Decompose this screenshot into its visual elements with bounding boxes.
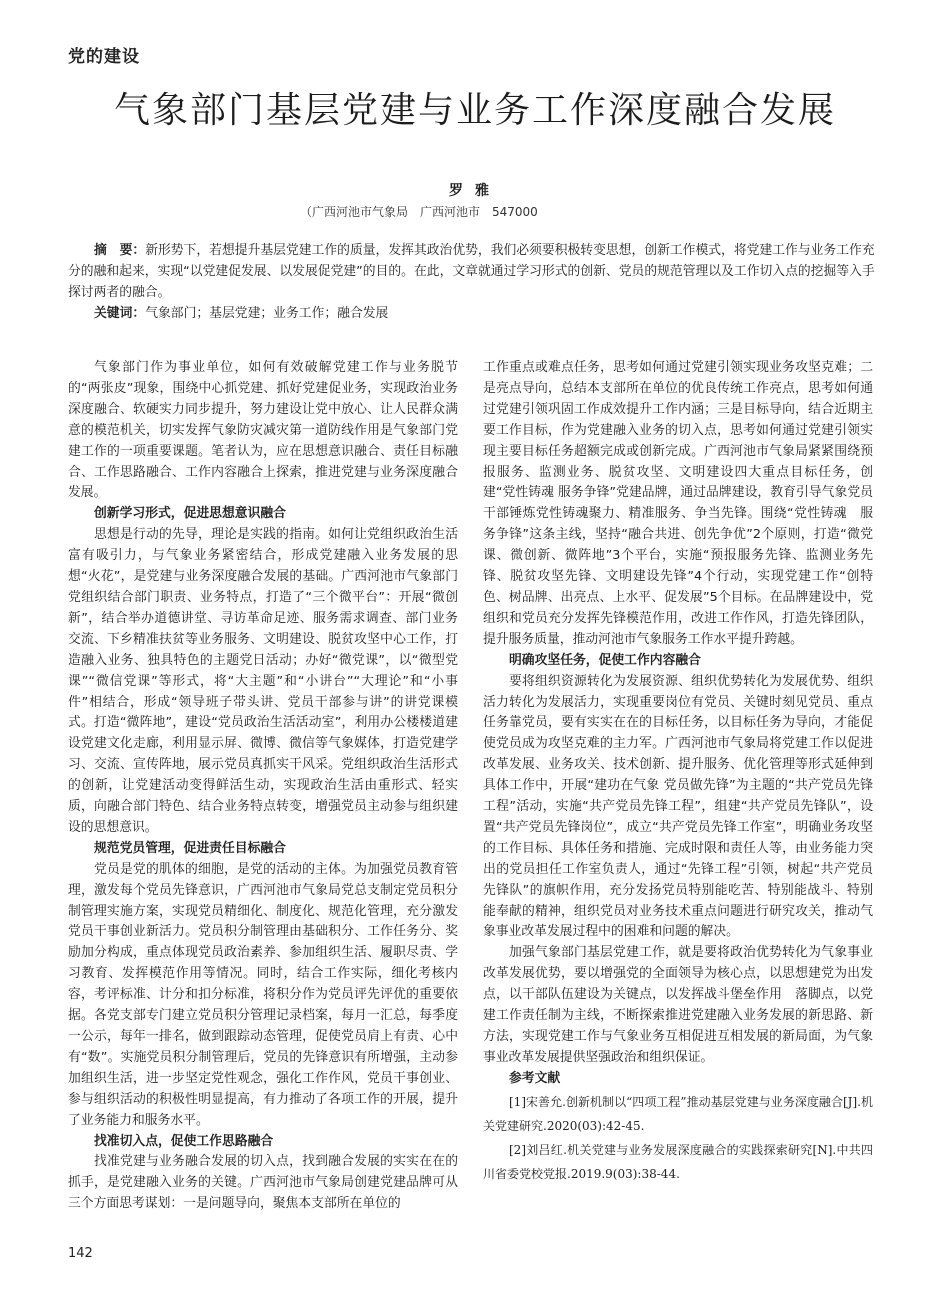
article-title: 气象部门基层党建与业务工作深度融合发展 xyxy=(113,90,836,131)
reference-item: [1]宋善允.创新机制以“四项工程”推动基层党建与业务深度融合[J].机关党建研究.2020(03):42-45. xyxy=(483,1094,873,1133)
section-heading: 创新学习形式，促进思想意识融合 xyxy=(94,506,286,522)
paragraph: 党员是党的肌体的细胞，是党的活动的主体。为加强党员教育管理，激发每个党员先锋意识，广西河池市气象局党总支制定党员积分制管理实施方案，实现党员精细化、制度化、规范化管理，充分激发党员干事创业新活力。党员积分制管理由基础积分、工作任务分、奖励加分构成，重点体现党员政治素养、参加组织生活、履职尽责、学习教育、发挥模范作用等情况。同时，结合工作实际，细化考核内容，考评标准、计分和扣分标准，将积分作为党员评先评优的重要依据。各党支部专门建立党员积分管理记录档案，每月一汇总，每季度一公示，每年一排名，做到跟踪动态管理，促使党员肩上有责、心中有“数”。实施党员积分制管理后，党员的先锋意识有所增强，主动参加组织生活，进一步坚定党性观念，强化工作作风，党员干事创业、参与组织活动的积极性明显提高，有力推动了各项工作的开展，提升了业务能力和服务水平。 xyxy=(68,861,458,1128)
paragraph: 思想是行动的先导，理论是实践的指南。如何让党组织政治生活富有吸引力，与气象业务紧密结合，形成党建融入业务发展的思想“火花”，是党建与业务深度融合发展的基础。广西河池市气象部门党组织结合部门职责、业务特点，打造了“三个微平台”：开展“微创新”，结合举办道德讲堂、寻访革命足迹、服务需求调查、部门业务交流、下乡精准扶贫等业务服务、文明建设、脱贫攻坚中心工作，打造融入业务、独具特色的主题党日活动；办好“微党课”，以“微型党课”“微信党课”等形式，将“大主题”和“小讲台”“大理论”和“小事件”相结合，形成“领导班子带头讲、党员干部参与讲”的讲党课模式。打造“微阵地”，建设“党员政治生活活动室”，利用办公楼楼道建设党建文化走廊，利用显示屏、微博、微信等气象媒体，打造党建学习、交流、宣传阵地，展示党员真抓实干风采。党组织政治生活形式的创新，让党建活动变得鲜活生动，实现政治生活由重形式、轻实质，向融合部门特色、结合业务特点转变，增强党员主动参与组织建设的思想意识。 xyxy=(68,527,458,835)
keywords xyxy=(68,303,883,324)
references-heading: 参考文献 xyxy=(509,1070,561,1086)
paragraph: 找准党建与业务融合发展的切入点，找到融合发展的实实在在的抓手，是党建融入业务的关键。广西河池市气象局创建党建品牌可从三个方面思考谋划：一是问题导向，聚焦本支部所在单位的 xyxy=(68,1154,458,1212)
paragraph: 工作重点或难点任务，思考如何通过党建引领实现业务攻坚克难；二是亮点导向，总结本支部所在单位的优良传统工作亮点，思考如何通过党建引领巩固工作成效提升工作内涵；三是目标导向，结合近期主要工作目标，作为党建融入业务的切入点，思考如何通过党建引领实现主要目标任务超额完成或创新完成。广西河池市气象局紧紧围绕预报服务、监测业务、脱贫攻坚、文明建设四大重点目标任务，创建“党性铸魂 服务争锋”党建品牌，通过品牌建设，教育引导气象党员干部锤炼党性铸魂聚力、精准服务、争当先锋。围绕“党性铸魂 服务争锋”这条主线，坚持“融合共进、创先争优”2个原则，打造“微党课、微创新、微阵地”3个平台，实施“预报服务先锋、监测业务先锋、脱贫攻坚先锋、文明建设先锋”4个行动，实现党建工作“创特色、树品牌、出亮点、上水平、促发展”5个目标。在品牌建设中，党组织和党员充分发挥先锋模范作用，改进工作作风，打造先锋团队，提升服务质量，推动河池市气象服务工作水平提升跨越。 xyxy=(483,360,873,647)
right-column xyxy=(483,358,873,1186)
abstract xyxy=(68,240,883,303)
abstract-label: 摘 要： xyxy=(94,243,146,258)
section-heading: 规范党员管理，促进责任目标融合 xyxy=(94,840,286,856)
paragraph: 要将组织资源转化为发展资源、组织优势转化为发展优势、组织活力转化为发展活力，实现重要岗位有党员、关键时刻见党员、重点任务靠党员，要有实实在在的目标任务，以目标任务为导向，才能促使党员成为攻坚克难的主力军。广西河池市气象局将党建工作以促进改革发展、业务攻关、技术创新、提升服务、优化管理等形式延伸到具体工作中，开展“建功在气象 党员做先锋”为主题的“共产党员先锋工程”活动，实施“共产党员先锋工程”，组建“共产党员先锋队”，设置“共产党员先锋岗位”，成立“共产党员先锋工作室”，明确业务攻坚的工作目标、具体任务和措施、完成时限和责任人等，由业务能力突出的党员担任工作室负责人，通过“先锋工程”引领，树起“共产党员先锋队”的旗帜作用，充分发扬党员特别能吃苦、特别能战斗、特别能奉献的精神，组织党员对业务技术重点问题进行研究攻关，推动气象事业改革发展过程中的困难和问题的解决。 xyxy=(483,673,873,940)
author-name: 罗雅 xyxy=(449,183,501,199)
section-heading: 找准切入点，促使工作思路融合 xyxy=(94,1133,274,1149)
section-tag: 党的建设 xyxy=(68,47,140,67)
reference-item: [2]刘吕红.机关党建与业务发展深度融合的实践探索研究[N].中共四川省委党校党报.2019.9(03):38-44. xyxy=(483,1142,873,1181)
section-heading: 明确攻坚任务，促使工作内容融合 xyxy=(509,652,701,668)
left-column xyxy=(68,358,458,1215)
abstract-text: 新形势下，若想提升基层党建工作的质量，发挥其政治优势，我们必须要积极转变思想，创新工作模式，将党建工作与业务工作充分的融和起来，实现“以党建促发展、以发展促党建”的目的。在此，文章就通过学习形式的创新、党员的规范管理以及工作切入点的挖掘等入手探讨两者的融合。 xyxy=(68,243,875,300)
author-affiliation: （广西河池市气象局 广西河池市 547000 xyxy=(300,205,538,219)
keywords-label: 关键词： xyxy=(94,306,146,321)
paragraph: 气象部门作为事业单位，如何有效破解党建工作与业务脱节的“两张皮”现象，围绕中心抓党建、抓好党建促业务，实现政治业务深度融合、软硬实力同步提升，努力建设让党中放心、让人民群众满意的模范机关，切实发挥气象防灾减灾第一道防线作用是气象部门党建工作的一项重要课题。笔者认为，应在思想意识融合、责任目标融合、工作思路融合、工作内容融合上探索，推进党建与业务深度融合发展。 xyxy=(68,360,458,501)
paragraph: 加强气象部门基层党建工作，就是要将政治优势转化为气象事业改革发展优势，要以增强党的全面领导为核心点，以思想建党为出发点，以干部队伍建设为关键点，以发挥战斗堡垒作用 落脚点，以党建工作责任制为主线，不断探索推进党建融入业务发展的新思路、新方法，实现党建工作与气象业务互相促进互相发展的新局面，为气象事业改革发展提供坚强政治和组织保证。 xyxy=(483,945,873,1065)
keywords-text: 气象部门；基层党建；业务工作；融合发展 xyxy=(145,306,389,321)
page-number: 142 xyxy=(68,1246,93,1261)
